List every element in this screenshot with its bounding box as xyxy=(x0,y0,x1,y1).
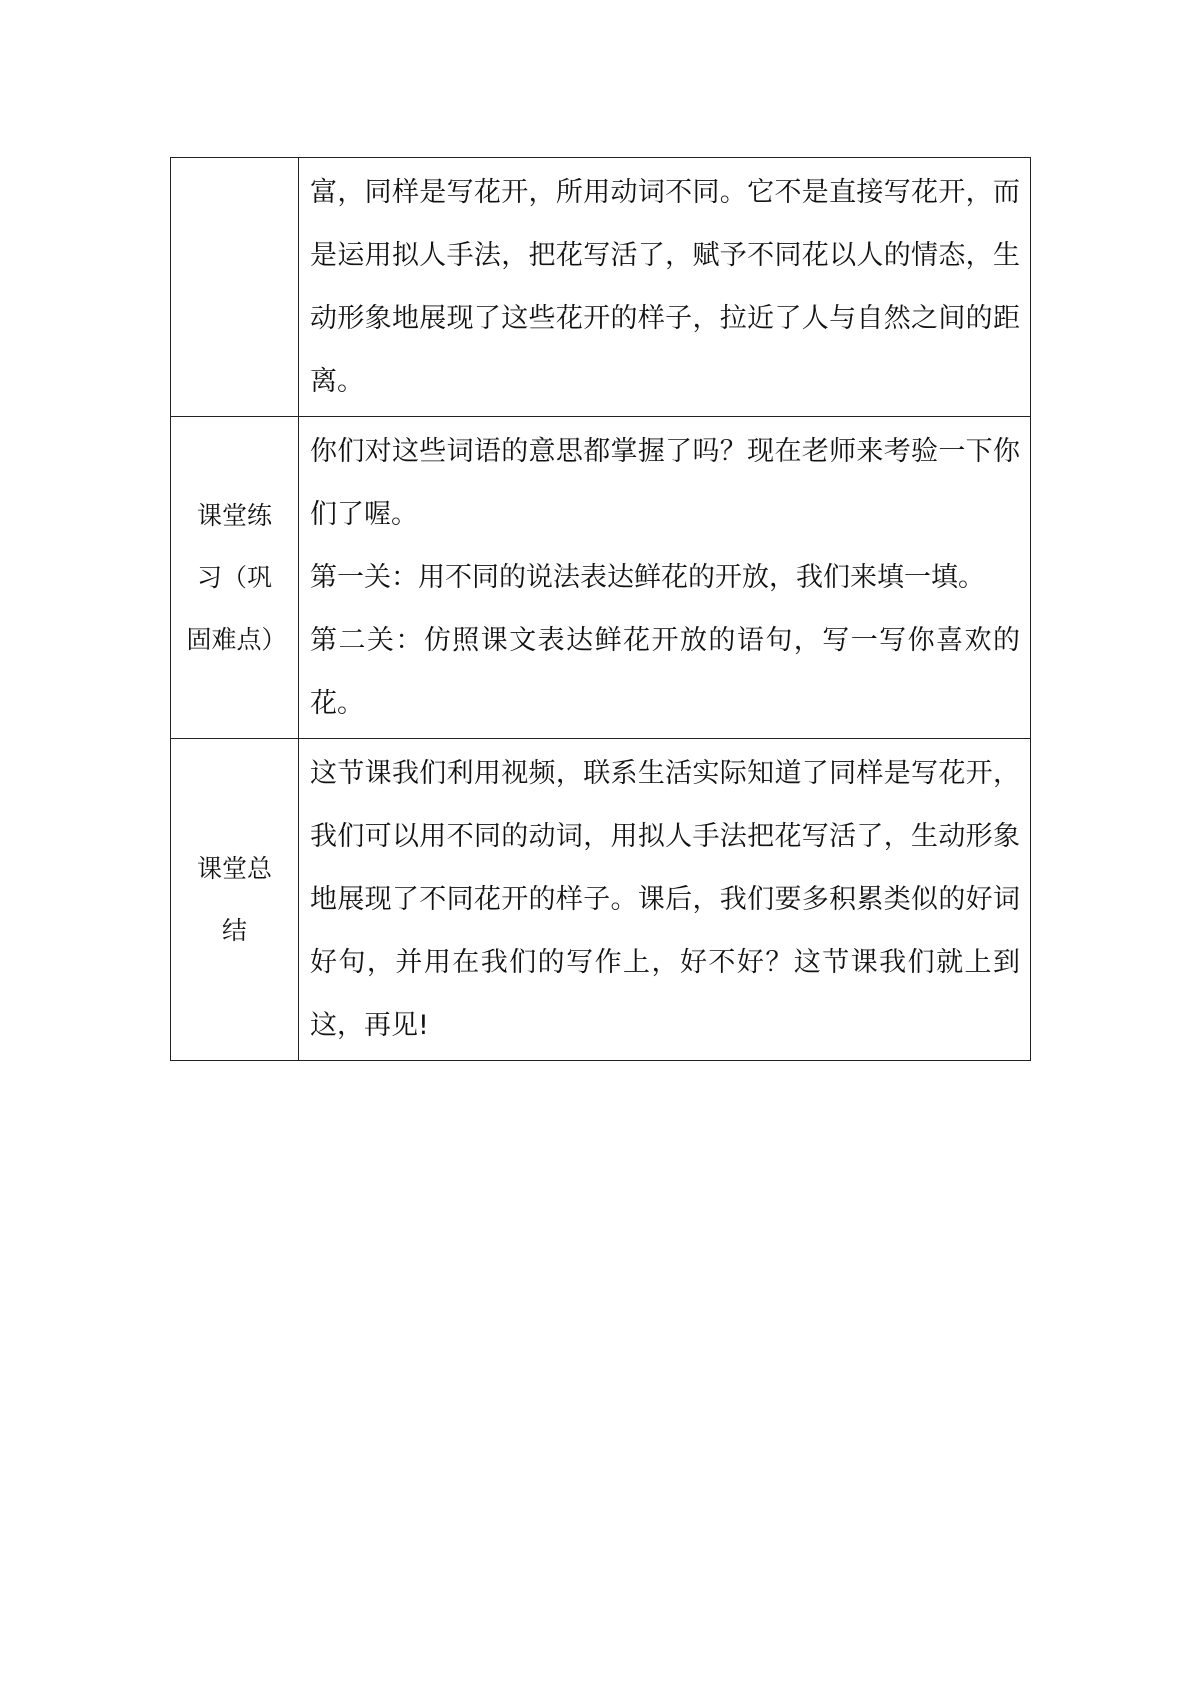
row-content xyxy=(299,417,1030,738)
row-label: 课堂总结 xyxy=(196,853,272,945)
content-paragraph: 你们对这些词语的意思都掌握了吗？现在老师来考验一下你们了喔。 xyxy=(310,436,1020,530)
row-label-cell xyxy=(171,158,299,417)
row-content-cell xyxy=(299,158,1031,417)
row-content xyxy=(299,158,1030,416)
content-paragraph: 这节课我们利用视频，联系生活实际知道了同样是写花开，我们可以用不同的动词，用拟人手法把花写活了，生动形象地展现了不同花开的样子。课后，我们要多积累类似的好词好句，并用在我们的写作上，好不好？这节课我们就上到这，再见! xyxy=(310,758,1020,1041)
row-label-cell xyxy=(171,739,299,1061)
lesson-plan-table xyxy=(170,157,1031,1061)
row-content-cell xyxy=(299,417,1031,739)
row-label: 课堂练习（巩固难点） xyxy=(186,500,287,654)
table-row xyxy=(171,158,1031,417)
row-content xyxy=(299,739,1030,1060)
content-paragraph: 第一关：用不同的说法表达鲜花的开放，我们来填一填。 xyxy=(310,562,985,593)
row-content-cell xyxy=(299,739,1031,1061)
table-row xyxy=(171,417,1031,739)
row-label-cell xyxy=(171,417,299,739)
content-paragraph: 富，同样是写花开，所用动词不同。它不是直接写花开，而是运用拟人手法，把花写活了，赋予不同花以人的情态，生动形象地展现了这些花开的样子，拉近了人与自然之间的距离。 xyxy=(310,177,1020,397)
content-paragraph: 第二关：仿照课文表达鲜花开放的语句，写一写你喜欢的花。 xyxy=(310,625,1020,719)
table-row xyxy=(171,739,1031,1061)
